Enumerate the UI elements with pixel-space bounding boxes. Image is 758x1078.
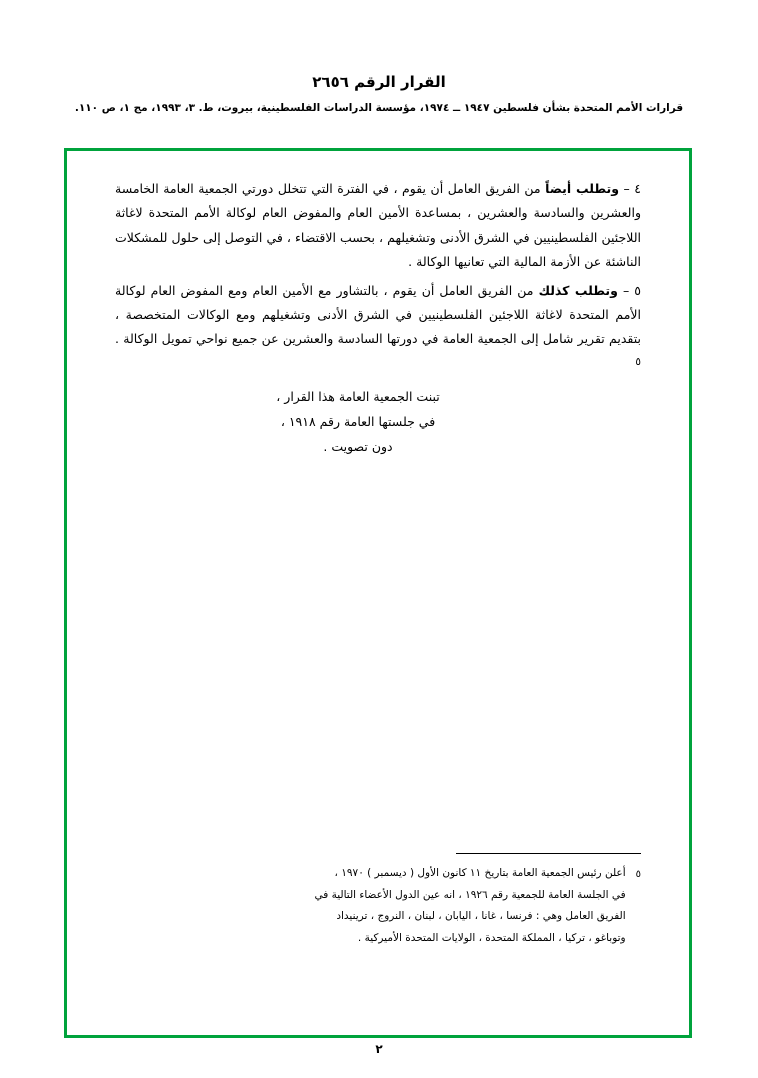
footnote-line-1: أعلن رئيس الجمعية العامة بتاريخ ١١ كانون الأول ( ديسمبر ) ١٩٧٠ ، <box>334 867 626 880</box>
paragraph-5-number: ٥ – <box>622 282 642 298</box>
adoption-note <box>115 384 641 459</box>
footnote <box>115 863 641 949</box>
adoption-line-1: تبنت الجمعية العامة هذا القرار ، <box>276 389 440 405</box>
paragraph-4-number: ٤ – <box>623 181 641 196</box>
resolution-body <box>115 177 641 459</box>
footnote-divider <box>456 853 641 854</box>
adoption-line-2: في جلستها العامة رقم ١٩١٨ ، <box>280 414 436 430</box>
document-header <box>0 72 758 117</box>
paragraph-4 <box>115 177 641 275</box>
source-citation: قرارات الأمم المتحدة بشأن فلسطين ١٩٤٧ ــ ١٩٧٤، مؤسسة الدراسات الفلسطينية، بيروت، ط. ٣، ١٩٩٣، مج ١، ص ١١٠. <box>74 102 684 114</box>
content-frame-inner <box>67 151 689 1035</box>
content-frame <box>64 148 692 1038</box>
footnote-line-2: في الجلسة العامة للجمعية رقم ١٩٢٦ ، انه عين الدول الأعضاء التالية في <box>314 888 626 901</box>
footnote-reference[interactable]: ٥ <box>635 355 641 368</box>
paragraph-4-text: من الفريق العامل أن يقوم ، في الفترة التي تتخلل دورتي الجمعية العامة الخامسة والعشرين والسادسة والعشرين ، بمساعدة الأمين العام والمفوض العام لوكالة الأمم المتحدة لاغاثة اللاجئين الفلسطينيين في الشرق الأدنى وتشغيلهم ، بحسب الاقتضاء ، في التوصل إلى حلول للمشكلات الناشئة عن الأزمة المالية التي تعانيها الوكالة . <box>115 181 641 270</box>
footnote-marker: ٥ <box>635 869 641 881</box>
footnote-section <box>115 853 641 949</box>
footnote-line-3: الفريق العامل وهي : فرنسا ، غانا ، اليابان ، لبنان ، النروج ، ترينيداد <box>336 910 626 923</box>
page-title: القرار الرقم ٢٦٥٦ <box>312 73 446 91</box>
paragraph-5 <box>115 279 641 379</box>
paragraph-4-lead: وتطلب أيضاً <box>545 181 619 196</box>
footnote-body <box>115 863 626 949</box>
page-number: ٢ <box>375 1042 383 1056</box>
footnote-line-4: وتوباغو ، تركيا ، المملكة المتحدة ، الولايات المتحدة الأميركية . <box>357 931 626 944</box>
adoption-line-3: دون تصويت . <box>323 439 393 455</box>
paragraph-5-lead: وتطلب كذلك <box>538 282 618 298</box>
paragraph-5-text: من الفريق العامل أن يقوم ، بالتشاور مع الأمين العام ومع المفوض العام لوكالة الأمم المتحدة لاغاثة اللاجئين الفلسطينيين في الشرق الأدنى وتشغيلهم ومع الوكالات المتخصصة ، بتقديم تقرير شامل إلى الجمعية العامة في دورتها السادسة والعشرين عن جميع نواحي تمويل الوكالة . <box>115 282 641 347</box>
